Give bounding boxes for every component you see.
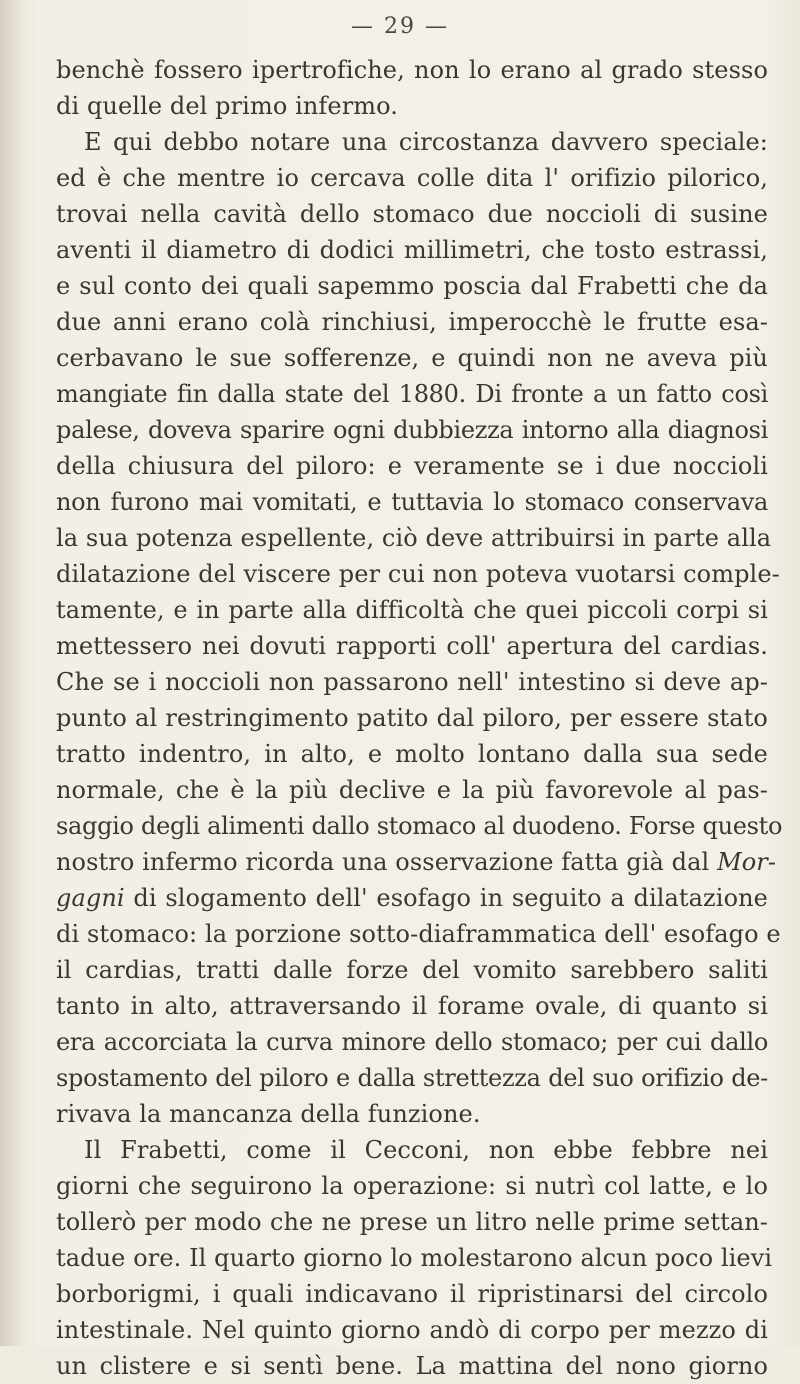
text-line: Che se i noccioli non passarono nell' intestino si deve ap- bbox=[56, 668, 768, 696]
text-line: giorni che seguirono la operazione: si nutrì col latte, e lo bbox=[56, 1172, 768, 1200]
text-line: della chiusura del piloro: e veramente se i due noccioli bbox=[56, 452, 768, 480]
text-line: Il Frabetti, come il Cecconi, non ebbe febbre nei bbox=[84, 1136, 768, 1164]
text-line: intestinale. Nel quinto giorno andò di corpo per mezzo di bbox=[56, 1316, 768, 1344]
text-line: gagni di slogamento dell' esofago in seguito a dilatazione bbox=[56, 884, 768, 912]
page-number: — 29 — bbox=[351, 14, 449, 39]
text-line: e sul conto dei quali sapemmo poscia dal Frabetti che da bbox=[56, 272, 768, 300]
text-line: un clistere e si sentì bene. La mattina del nono giorno bbox=[56, 1352, 768, 1380]
text-line: di stomaco: la porzione sotto-diaframmatica dell' esofago e bbox=[56, 920, 781, 948]
text-line: dilatazione del viscere per cui non poteva vuotarsi comple- bbox=[56, 560, 780, 588]
text-line: la sua potenza espellente, ciò deve attribuirsi in parte alla bbox=[56, 524, 772, 552]
text-line: due anni erano colà rinchiusi, imperocchè le frutte esa- bbox=[56, 308, 768, 336]
text-line: aventi il diametro di dodici millimetri, che tosto estrassi, bbox=[56, 236, 768, 264]
text-line: tadue ore. Il quarto giorno lo molestarono alcun poco lievi bbox=[56, 1244, 773, 1272]
text-line: punto al restringimento patito dal piloro, per essere stato bbox=[56, 704, 768, 732]
text-line: borborigmi, i quali indicavano il ripristinarsi del circolo bbox=[56, 1280, 768, 1308]
text-line: tanto in alto, attraversando il forame ovale, di quanto si bbox=[56, 992, 768, 1020]
text-line: ed è che mentre io cercava colle dita l' orifizio pilorico, bbox=[56, 164, 768, 192]
text-line: tamente, e in parte alla difficoltà che quei piccoli corpi si bbox=[56, 596, 768, 624]
text-line: palese, doveva sparire ogni dubbiezza intorno alla diagnosi bbox=[56, 416, 768, 444]
text-line: normale, che è la più declive e la più favorevole al pas- bbox=[56, 776, 768, 804]
text-line: era accorciata la curva minore dello stomaco; per cui dallo bbox=[56, 1028, 768, 1056]
text-line: nostro infermo ricorda una osservazione fatta già dal Mor- bbox=[56, 848, 777, 876]
text-line: spostamento del piloro e dalla strettezza del suo orifizio de- bbox=[56, 1064, 768, 1092]
text-line: di quelle del primo infermo. bbox=[56, 92, 398, 120]
text-line: tollerò per modo che ne prese un litro nelle prime settan- bbox=[56, 1208, 768, 1236]
text-line: benchè fossero ipertrofiche, non lo erano al grado stesso bbox=[56, 56, 768, 84]
text-line: E qui debbo notare una circostanza davvero speciale: bbox=[84, 128, 768, 156]
text-line: trovai nella cavità dello stomaco due noccioli di susine bbox=[56, 200, 768, 228]
body-text bbox=[56, 52, 783, 1384]
text-line: il cardias, tratti dalle forze del vomito sarebbero saliti bbox=[56, 956, 768, 984]
text-line: mettessero nei dovuti rapporti coll' apertura del cardias. bbox=[56, 632, 768, 660]
text-line: saggio degli alimenti dallo stomaco al duodeno. Forse questo bbox=[56, 812, 783, 840]
text-line: mangiate fin dalla state del 1880. Di fronte a un fatto così bbox=[56, 380, 768, 408]
text-line: non furono mai vomitati, e tuttavia lo stomaco conservava bbox=[56, 488, 768, 516]
text-line: cerbavano le sue sofferenze, e quindi non ne aveva più bbox=[56, 344, 768, 372]
text-line: tratto indentro, in alto, e molto lontano dalla sua sede bbox=[56, 740, 768, 768]
text-line: rivava la mancanza della funzione. bbox=[56, 1100, 481, 1128]
page-gutter-shadow bbox=[0, 0, 22, 1346]
